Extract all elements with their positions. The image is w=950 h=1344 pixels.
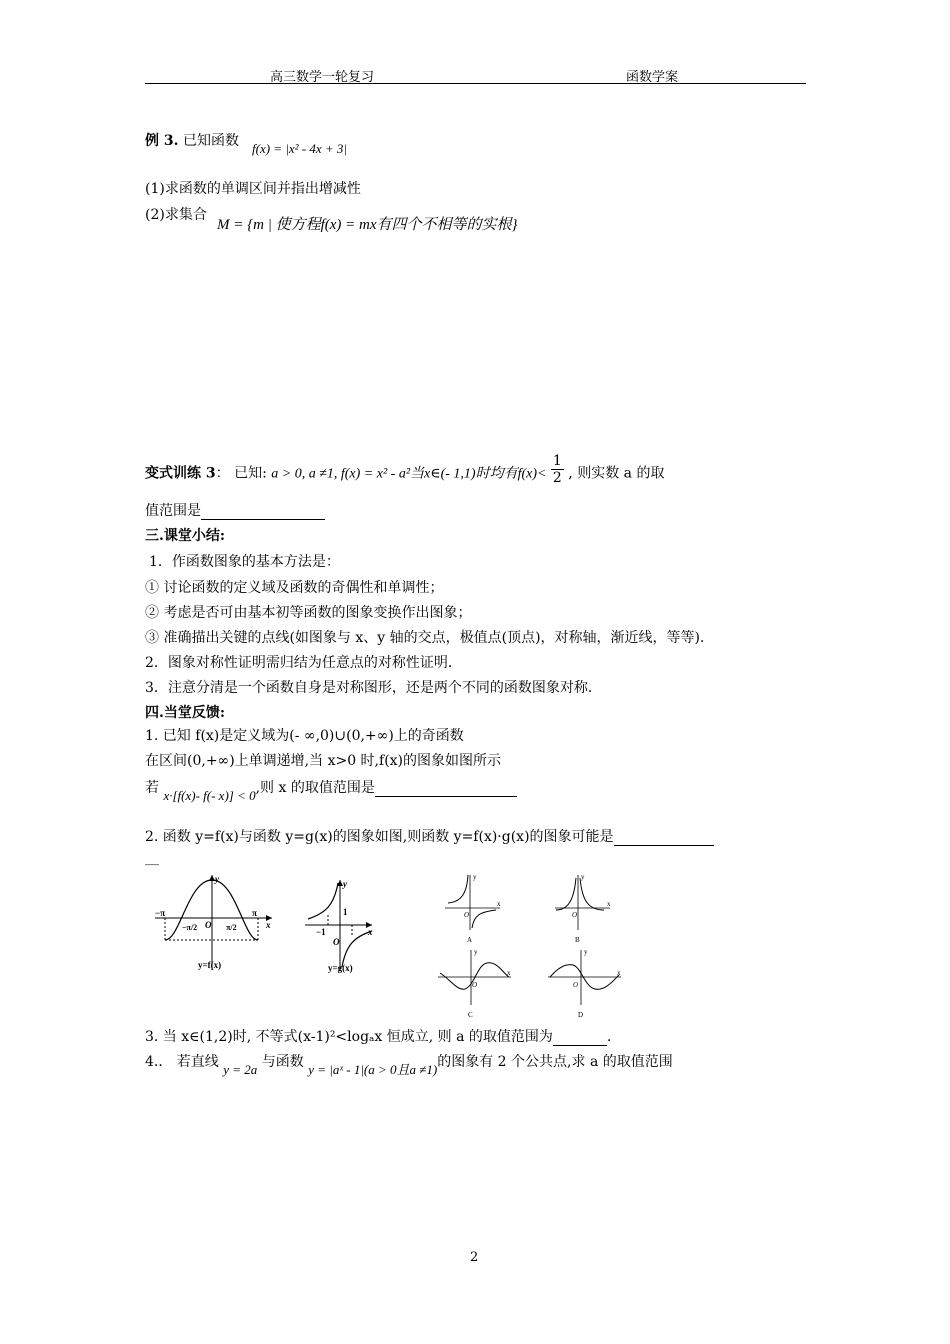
figure-option-d xyxy=(545,945,625,1020)
c-option-label: C xyxy=(468,1011,473,1019)
feedback-q2 xyxy=(145,826,714,846)
f-neg-pi: −π xyxy=(155,908,166,918)
f-x-label: x xyxy=(266,920,271,930)
summary-sub1: ① 讨论函数的定义域及函数的奇偶性和单调性； xyxy=(145,580,444,596)
a-y-label: y xyxy=(473,873,477,881)
variant3-line2 xyxy=(145,500,325,520)
a-x-label: x xyxy=(497,900,501,908)
feedback-q2-cont: __ xyxy=(145,850,159,866)
feedback-q4-function: y = |aˣ - 1|(a > 0且a ≠1) xyxy=(308,1062,438,1077)
feedback-q2-answer-blank[interactable] xyxy=(614,829,714,846)
a-curve-right xyxy=(472,910,496,928)
variant3-prefix: 已知: xyxy=(234,465,267,482)
b-x-label: x xyxy=(607,900,611,908)
figure-g xyxy=(300,875,380,980)
a-option-label: A xyxy=(467,936,473,944)
variant3-line1 xyxy=(145,453,665,486)
variant3-answer-blank[interactable] xyxy=(201,503,325,520)
summary-item2: 2．图象对称性证明需归结为任意点的对称性证明． xyxy=(145,655,462,671)
g-one: 1 xyxy=(343,907,348,917)
figure-f xyxy=(150,870,280,980)
c-y-label: y xyxy=(474,948,478,956)
c-x-label: x xyxy=(507,969,511,977)
figure-option-c xyxy=(435,945,515,1020)
f-neg-half-pi: −π/2 xyxy=(182,923,198,932)
summary-sub3: ③ 准确描出关键的点线(如图象与 x、y 轴的交点，极值点(顶点)，对称轴，渐近线，等等)． xyxy=(145,630,715,646)
feedback-q4-line: y = 2a xyxy=(223,1062,258,1077)
variant3-suffix: , 则实数 a 的取 xyxy=(568,465,665,482)
fraction-denominator: 2 xyxy=(552,470,562,486)
d-x-label: x xyxy=(617,969,621,977)
example3-intro xyxy=(145,130,239,150)
fraction-numerator: 1 xyxy=(552,453,562,469)
feedback-q3-answer-blank[interactable] xyxy=(553,1029,607,1046)
header-rule xyxy=(145,83,806,84)
feedback-q4-prefix: 4.． 若直线 xyxy=(145,1054,219,1070)
feedback-q4-mid: 与函数 xyxy=(261,1054,304,1070)
feedback-q1-line3 xyxy=(145,777,517,803)
c-origin: O xyxy=(472,981,478,989)
b-option-label: B xyxy=(575,936,580,944)
feedback-title: 四.当堂反馈: xyxy=(145,705,226,721)
b-origin: O xyxy=(572,911,578,919)
variant3-condition: a > 0, a ≠1, f(x) = x² - a²当x∈(- 1,1)时均有f(x)< xyxy=(271,466,547,482)
example3-q2-prefix: (2)求集合 xyxy=(145,207,207,223)
figure-option-a xyxy=(440,870,505,945)
feedback-q1-line2: 在区间(0,+∞)上单调递增,当 x>0 时,f(x)的图象如图所示 xyxy=(145,753,502,769)
variant3-label: 变式训练 3 xyxy=(145,465,216,482)
example3-q1: (1)求函数的单调区间并指出增减性 xyxy=(145,181,361,197)
feedback-q3 xyxy=(145,1026,611,1046)
g-origin: O xyxy=(333,937,340,947)
f-y-label: y xyxy=(215,874,219,884)
variant3-fraction xyxy=(551,453,564,486)
g-y-label: y xyxy=(343,879,347,889)
summary-title: 三.课堂小结: xyxy=(145,528,226,544)
g-x-label: x xyxy=(368,927,373,937)
feedback-q4-suffix: 的图象有 2 个公共点,求 a 的取值范围 xyxy=(437,1054,673,1070)
feedback-q1-prefix: 若 xyxy=(145,780,159,796)
d-origin: O xyxy=(573,981,579,989)
variant3-colon: ： xyxy=(215,465,230,482)
f-origin: O xyxy=(205,920,212,930)
feedback-q3-end: . xyxy=(606,1029,612,1045)
feedback-q1-line1: 1. 已知 f(x)是定义域为(- ∞,0)∪(0,+∞)上的奇函数 xyxy=(145,728,464,744)
feedback-q1-suffix: ,则 x 的取值范围是 xyxy=(255,780,375,796)
example3-label: 例 3. xyxy=(145,133,179,149)
b-y-label: y xyxy=(581,873,585,881)
a-curve-left xyxy=(448,875,468,903)
f-pi: π xyxy=(252,908,257,918)
example3-formula: f(x) = |x² - 4x + 3| xyxy=(252,141,347,156)
example3-intro-text: 已知函数 xyxy=(182,133,239,149)
page-number: 2 xyxy=(470,1250,479,1265)
g-neg-one: −1 xyxy=(316,927,326,937)
g-caption: y=g(x) xyxy=(328,963,353,973)
g-curve-left xyxy=(308,883,338,919)
header-right: 函数学案 xyxy=(626,70,679,85)
feedback-q4 xyxy=(145,1051,673,1077)
feedback-q1-answer-blank[interactable] xyxy=(375,780,517,797)
a-origin: O xyxy=(464,911,470,919)
feedback-q2-text: 2. 函数 y=f(x)与函数 y=g(x)的图象如图,则函数 y=f(x)·g(x)的图象可能是 xyxy=(145,829,614,845)
f-caption: y=f(x) xyxy=(198,960,222,970)
figure-option-b xyxy=(550,870,615,945)
feedback-q3-text: 3. 当 x∈(1,2)时, 不等式(x-1)²<logₐx 恒成立, 则 a 的取值范围为 xyxy=(145,1029,553,1045)
b-curve-left xyxy=(556,878,576,910)
d-y-label: y xyxy=(584,948,588,956)
header-left: 高三数学一轮复习 xyxy=(270,70,375,85)
variant3-line2-text: 值范围是 xyxy=(145,503,201,519)
summary-sub2: ② 考虑是否可由基本初等函数的图象变换作出图象； xyxy=(145,605,472,621)
d-option-label: D xyxy=(578,1011,584,1019)
f-half-pi: π/2 xyxy=(226,923,237,932)
summary-item3: 3．注意分清是一个函数自身是对称图形，还是两个不同的函数图象对称． xyxy=(145,680,602,696)
summary-item1: 1．作函数图象的基本方法是： xyxy=(149,554,340,570)
b-curve-right xyxy=(580,878,604,910)
example3-q2-set: M = {m | 使方程f(x) = mx有四个不相等的实根} xyxy=(217,217,518,233)
feedback-q1-inequality: x·[f(x)- f(- x)] < 0 xyxy=(163,788,256,803)
